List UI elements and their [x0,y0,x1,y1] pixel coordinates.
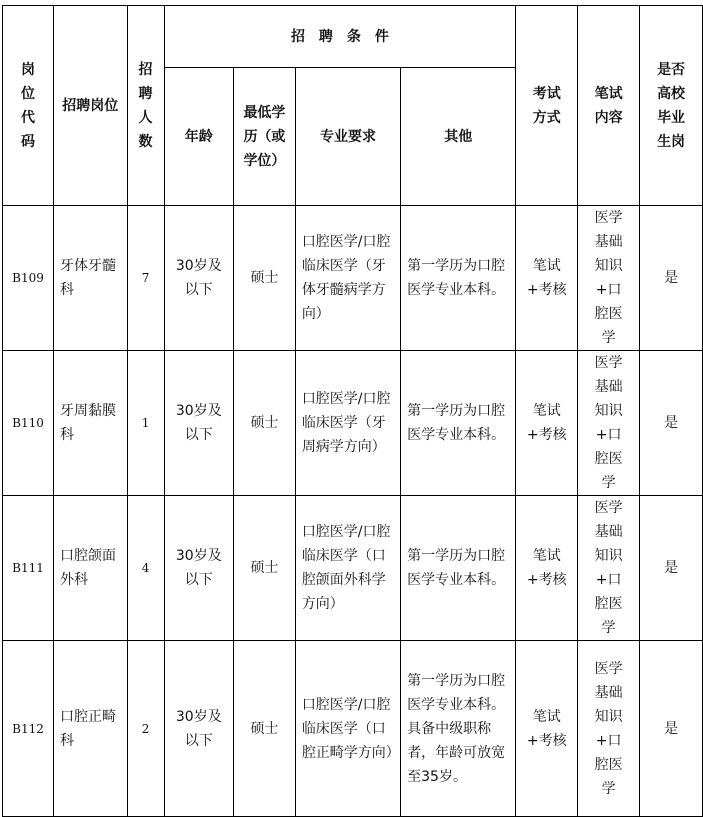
row-education: 硕士 [234,496,296,641]
row-graduate-post: 是 [640,496,703,641]
row-other: 第一学历为口腔医学专业本科。 [401,206,516,351]
row-major: 口腔医学/口腔临床医学（口腔颌面外科学方向） [295,496,400,641]
row-education: 硕士 [234,351,296,496]
row-position: 牙体牙髓科 [54,206,128,351]
header-exam-method: 考试方式 [516,6,578,206]
table-row [3,496,703,641]
row-education: 硕士 [234,641,296,817]
recruitment-table [2,5,703,817]
table-row [3,641,703,817]
header-conditions: 招聘条件 [164,6,516,68]
row-count: 1 [127,351,164,496]
row-count: 7 [127,206,164,351]
row-count: 4 [127,496,164,641]
row-exam-method: 笔试+考核 [516,351,578,496]
row-exam-method: 笔试+考核 [516,496,578,641]
header-position: 招聘岗位 [54,6,128,206]
header-code: 岗位代码 [3,6,54,206]
header-major: 专业要求 [295,68,400,206]
row-position: 口腔颌面外科 [54,496,128,641]
row-code: B111 [3,496,54,641]
row-other: 第一学历为口腔医学专业本科。 [401,351,516,496]
table-row [3,351,703,496]
row-code: B112 [3,641,54,817]
row-written-content: 医学基础知识+口腔医学 [578,641,640,817]
row-major: 口腔医学/口腔临床医学（牙体牙髓病学方向） [295,206,400,351]
row-written-content: 医学基础知识+口腔医学 [578,496,640,641]
row-graduate-post: 是 [640,641,703,817]
row-count: 2 [127,641,164,817]
header-age: 年龄 [164,68,234,206]
row-major: 口腔医学/口腔临床医学（牙周病学方向） [295,351,400,496]
row-major: 口腔医学/口腔临床医学（口腔正畸学方向） [295,641,400,817]
row-age: 30岁及以下 [164,206,234,351]
header-graduate-post: 是否高校毕业生岗 [640,6,703,206]
row-written-content: 医学基础知识+口腔医学 [578,351,640,496]
row-age: 30岁及以下 [164,641,234,817]
row-exam-method: 笔试+考核 [516,206,578,351]
row-age: 30岁及以下 [164,496,234,641]
row-written-content: 医学基础知识+口腔医学 [578,206,640,351]
row-graduate-post: 是 [640,351,703,496]
row-exam-method: 笔试+考核 [516,641,578,817]
row-other: 第一学历为口腔医学专业本科。具备中级职称者，年龄可放宽至35岁。 [401,641,516,817]
header-education: 最低学历（或学位） [234,68,296,206]
header-count: 招聘人数 [127,6,164,206]
row-position: 牙周黏膜科 [54,351,128,496]
row-code: B109 [3,206,54,351]
row-graduate-post: 是 [640,206,703,351]
table-row [3,206,703,351]
header-other: 其他 [401,68,516,206]
row-age: 30岁及以下 [164,351,234,496]
row-other: 第一学历为口腔医学专业本科。 [401,496,516,641]
row-education: 硕士 [234,206,296,351]
header-written-content: 笔试内容 [578,6,640,206]
row-position: 口腔正畸科 [54,641,128,817]
row-code: B110 [3,351,54,496]
